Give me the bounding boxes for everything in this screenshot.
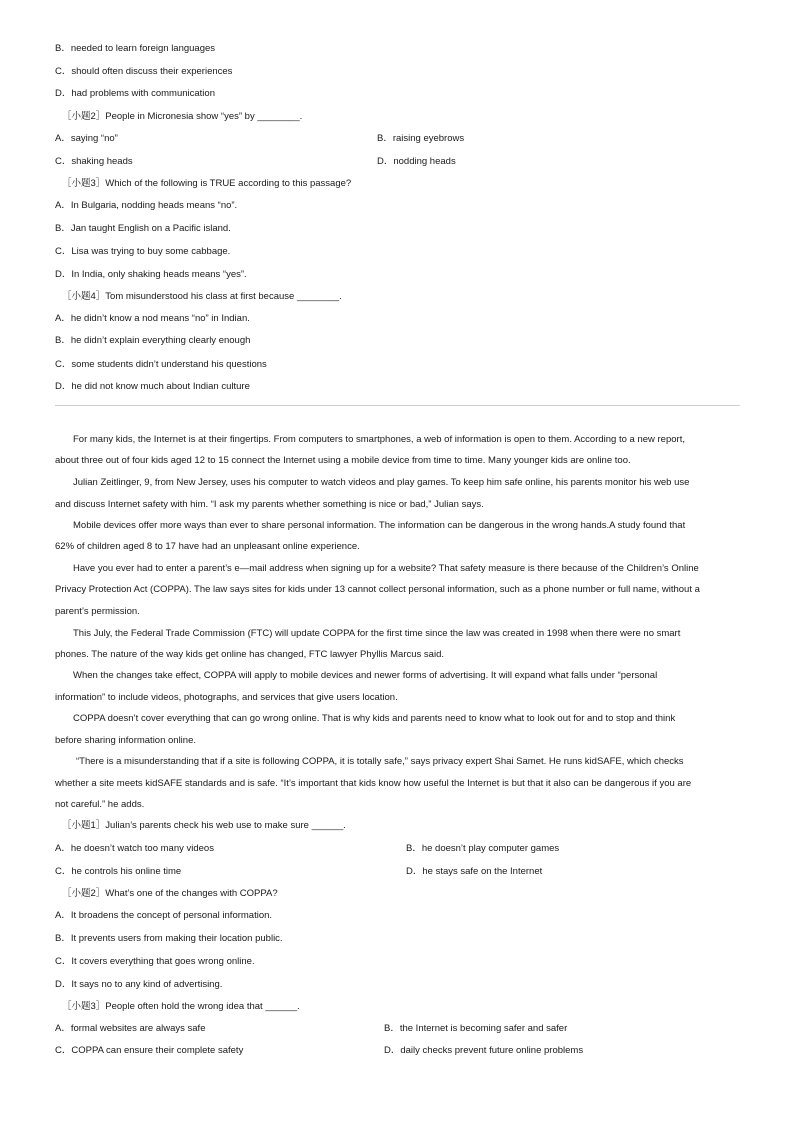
passage-line: not careful.” he adds. — [55, 799, 145, 810]
passage-line: phones. The nature of the way kids get online has changed, FTC lawyer Phyllis Marcus said. — [55, 649, 444, 660]
question-stem: ［小题1］Julian’s parents check his web use to make sure ______. — [62, 820, 346, 831]
option-c[interactable]: C．COPPA can ensure their complete safety — [55, 1045, 244, 1056]
option-a[interactable]: A．In Bulgaria, nodding heads means “no”. — [55, 200, 238, 211]
option-c[interactable]: C．Lisa was trying to buy some cabbage. — [55, 246, 231, 257]
option-a[interactable]: A．he doesn’t watch too many videos — [55, 843, 214, 854]
passage-line: When the changes take effect, COPPA will apply to mobile devices and newer forms of advertising. It will expand what falls under “personal — [73, 670, 658, 681]
option-a[interactable]: A．saying “no” — [55, 133, 118, 144]
option-d[interactable]: D．daily checks prevent future online problems — [384, 1045, 584, 1056]
option-b[interactable]: B．he didn’t explain everything clearly enough — [55, 335, 251, 346]
option-d[interactable]: D．had problems with communication — [55, 88, 215, 99]
option-d[interactable]: D．It says no to any kind of advertising. — [55, 979, 223, 990]
option-d[interactable]: D．he stays safe on the Internet — [406, 866, 543, 877]
option-b[interactable]: B．It prevents users from making their location public. — [55, 933, 283, 944]
passage-line: “There is a misunderstanding that if a site is following COPPA, it is totally safe,” says privacy expert Shai Samet. He runs kidSAFE, which checks — [76, 756, 684, 767]
option-b[interactable]: B．Jan taught English on a Pacific island. — [55, 223, 231, 234]
option-a[interactable]: A．It broadens the concept of personal information. — [55, 910, 273, 921]
passage-line: parent’s permission. — [55, 606, 140, 617]
question-stem: ［小题2］What’s one of the changes with COPPA? — [62, 888, 278, 899]
passage-line: information” to include videos, photographs, and services that give users location. — [55, 692, 398, 703]
option-c[interactable]: C．some students didn’t understand his questions — [55, 359, 267, 370]
option-a[interactable]: A．he didn’t know a nod means “no” in Indian. — [55, 313, 250, 324]
option-b[interactable]: B．the Internet is becoming safer and safer — [384, 1023, 568, 1034]
option-c[interactable]: C．shaking heads — [55, 156, 133, 167]
passage-line: about three out of four kids aged 12 to 15 connect the Internet using a mobile device from time to time. Many younger kids are online too. — [55, 455, 631, 466]
option-a[interactable]: A．formal websites are always safe — [55, 1023, 206, 1034]
option-c[interactable]: C．should often discuss their experiences — [55, 66, 233, 77]
option-c[interactable]: C．he controls his online time — [55, 866, 182, 877]
passage-line: before sharing information online. — [55, 735, 197, 746]
passage-line: For many kids, the Internet is at their fingertips. From computers to smartphones, a web of information is open to them. According to a new report, — [73, 434, 685, 445]
passage-line: Julian Zeitlinger, 9, from New Jersey, uses his computer to watch videos and play games. To keep him safe online, his parents monitor his web use — [73, 477, 690, 488]
passage-line: Have you ever had to enter a parent’s e—mail address when signing up for a website? That safety measure is there because of the Children’s Online — [73, 563, 699, 574]
option-c[interactable]: C．It covers everything that goes wrong online. — [55, 956, 255, 967]
passage-line: This July, the Federal Trade Commission (FTC) will update COPPA for the first time since the law was created in 1998 when there were no smart — [73, 628, 681, 639]
option-d[interactable]: D．nodding heads — [377, 156, 456, 167]
passage-line: 62% of children aged 8 to 17 have had an unpleasant online experience. — [55, 541, 360, 552]
passage-line: and discuss Internet safety with him. “I ask my parents whether something is nice or bad,” Julian says. — [55, 499, 484, 510]
option-b[interactable]: B．needed to learn foreign languages — [55, 43, 216, 54]
passage-line: COPPA doesn’t cover everything that can go wrong online. That is why kids and parents need to know what to look out for and to stop and think — [73, 713, 676, 724]
section-divider — [55, 405, 740, 406]
option-d[interactable]: D．he did not know much about Indian culture — [55, 381, 250, 392]
question-stem: ［小题3］People often hold the wrong idea that ______. — [62, 1001, 300, 1012]
option-d[interactable]: D．In India, only shaking heads means “yes”. — [55, 269, 247, 280]
passage-line: Privacy Protection Act (COPPA). The law says sites for kids under 13 cannot collect personal information, such as a phone number or full name, without a — [55, 584, 700, 595]
question-stem: ［小题4］Tom misunderstood his class at first because ________. — [62, 291, 342, 302]
option-b[interactable]: B．he doesn’t play computer games — [406, 843, 560, 854]
question-stem: ［小题2］People in Micronesia show “yes” by ________. — [62, 111, 303, 122]
option-b[interactable]: B．raising eyebrows — [377, 133, 465, 144]
passage-line: Mobile devices offer more ways than ever to share personal information. The information can be dangerous in the wrong hands.A study found that — [73, 520, 686, 531]
question-stem: ［小题3］Which of the following is TRUE according to this passage? — [62, 178, 352, 189]
passage-line: whether a site meets kidSAFE standards and is safe. “It’s important that kids know how useful the Internet is but that it also can be dangerous if you are — [55, 778, 692, 789]
